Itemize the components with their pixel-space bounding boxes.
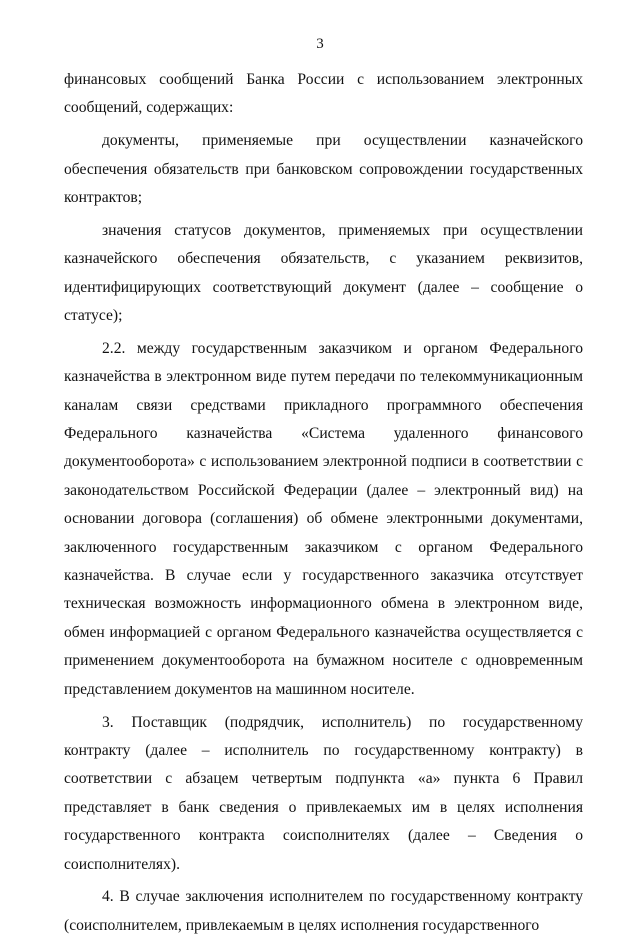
document-body	[64, 66, 583, 940]
paragraph-3: 3. Поставщик (подрядчик, исполнитель) по государственному контракту (далее – исполнитель по государственному контракту) в соответствии с абзацем четвертым подпункта «а» пункта 6 Правил представляет в банк сведения о привлекаемых им в целях исполнения государственного контракта соисполнителях (далее – Сведения о соисполнителях).	[64, 713, 583, 873]
page-number: 3	[316, 36, 324, 52]
paragraph-4: 4. В случае заключения исполнителем по государственному контракту (соисполнителем, привлекаемым в целях исполнения государственного	[64, 888, 583, 934]
paragraph-2-2: 2.2. между государственным заказчиком и органом Федерального казначейства в электронном виде путем передачи по телекоммуникационным каналам связи средствами прикладного программного обеспечения Федерального казначейства «Система удаленного финансового документооборота» с использованием электронной подписи в соответствии с законодательством Российской Федерации (далее – электронный вид) на основании договора (соглашения) об обмене электронными документами, заключенного государственным заказчиком с органом Федерального казначейства. В случае если у государственного заказчика отсутствует техническая возможность информационного обмена в электронном виде, обмен информацией с органом Федерального казначейства осуществляется с применением документооборота на бумажном носителе с одновременным представлением документов на машинном носителе.	[64, 339, 583, 698]
paragraph-documents: документы, применяемые при осуществлении казначейского обеспечения обязательств при банковском сопровождении государственных контрактов;	[64, 132, 583, 207]
paragraph-continuation: финансовых сообщений Банка России с использованием электронных сообщений, содержащих:	[64, 71, 583, 117]
paragraph-status-values: значения статусов документов, применяемых при осуществлении казначейского обеспечения обязательств, с указанием реквизитов, идентифицирующих соответствующий документ (далее – сообщение о статусе);	[64, 221, 583, 325]
